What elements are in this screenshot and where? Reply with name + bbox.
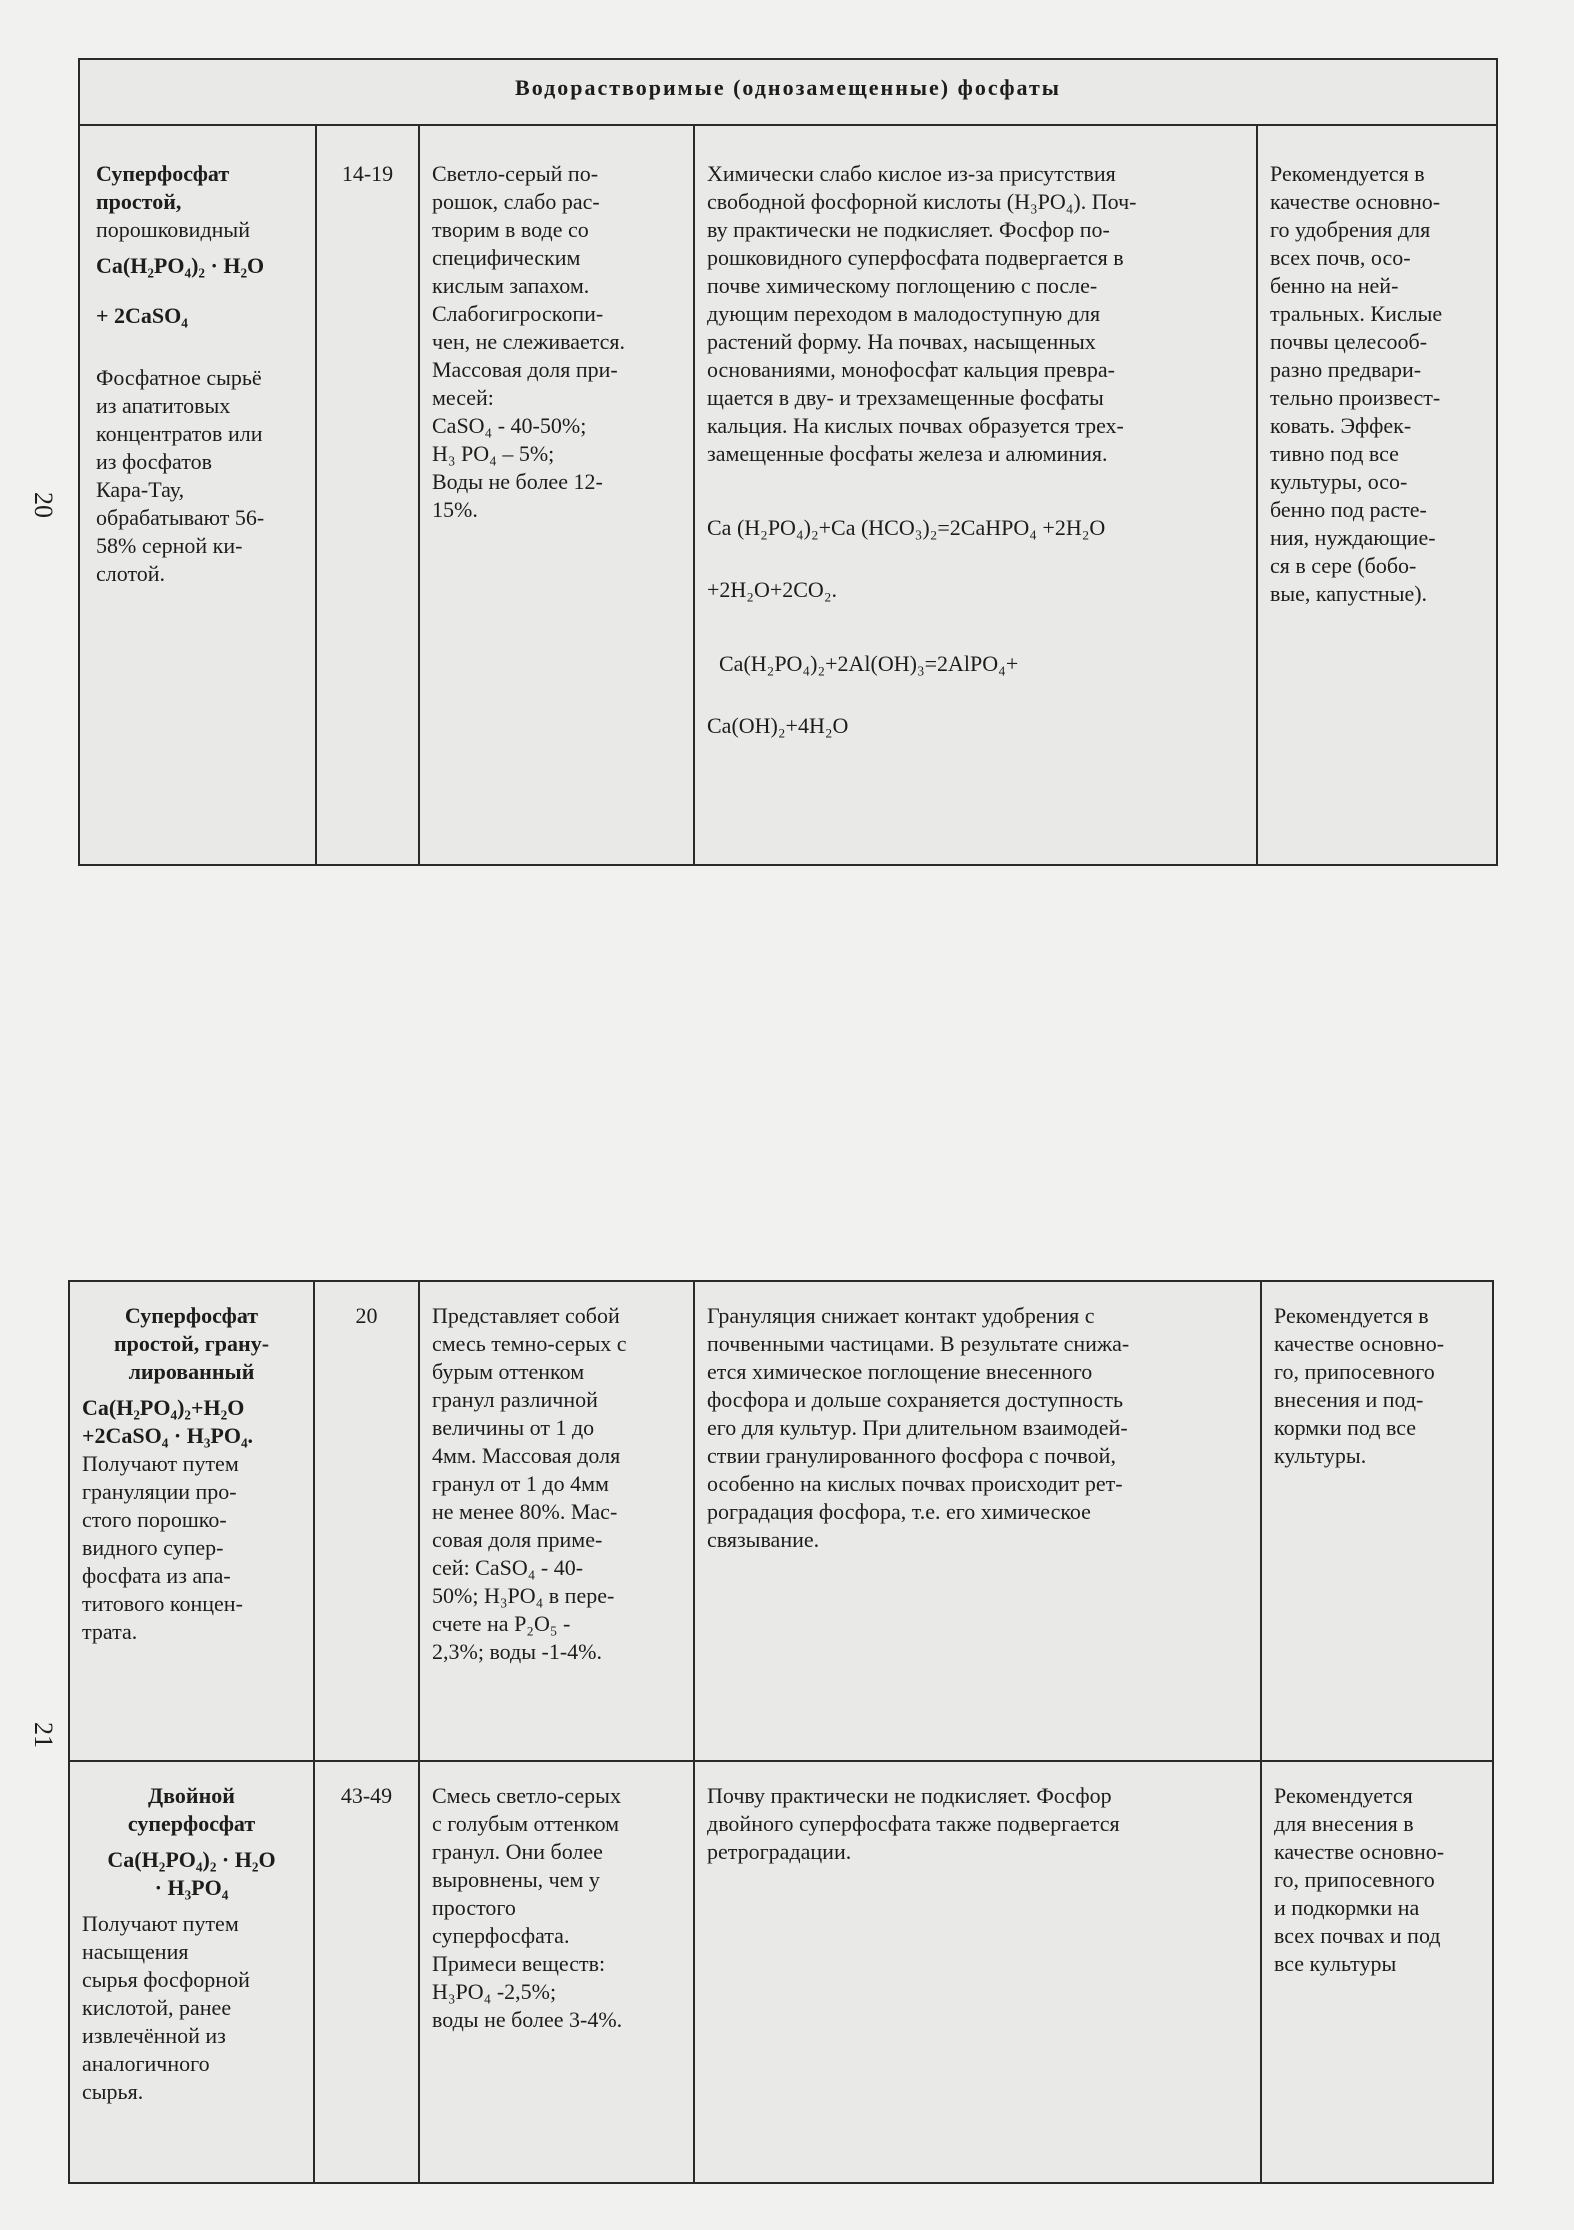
appearance-line: величины от 1 до: [432, 1415, 595, 1440]
note-line: из фосфатов: [96, 449, 212, 474]
appearance-cell: [419, 125, 694, 865]
properties-line: связывание.: [707, 1527, 820, 1552]
properties-line: двойного суперфосфата также подвергается: [707, 1811, 1120, 1836]
note-line: фосфата из апа-: [82, 1563, 231, 1588]
properties-line: его для культур. При длительном взаимодей-: [707, 1415, 1128, 1440]
application-line: качестве основно-: [1270, 189, 1441, 214]
fertilizer-title: Суперфосфат: [96, 161, 230, 186]
fertilizer-title: простой, грану-: [113, 1331, 270, 1356]
fertilizer-formula: · H₃PO₄: [154, 1875, 229, 1900]
note-line: грануляции про-: [82, 1479, 237, 1504]
properties-line: свободной фосфорной кислоты (H₃PO₄). Поч-: [707, 189, 1137, 214]
appearance-line: не менее 80%. Мас-: [432, 1499, 618, 1524]
application-line: ния, нуждающие-: [1270, 525, 1436, 550]
appearance-line: кислым запахом.: [432, 273, 590, 298]
fertilizer-title: Суперфосфат: [124, 1303, 259, 1328]
application-line: ся в сере (бобо-: [1270, 553, 1417, 578]
application-line: качестве основно-: [1274, 1331, 1445, 1356]
application-line: всех почв, осо-: [1270, 245, 1411, 270]
reaction-equation: Ca (H₂PO₄)₂+Ca (HCO₃)₂=2CaHPO₄ +2H₂O: [707, 515, 1106, 540]
nutrient-content-cell: 43-49: [314, 1761, 419, 2183]
application-cell: [1261, 1281, 1493, 1761]
table-header-row: [79, 59, 1497, 125]
fertilizer-title: Двойной: [148, 1783, 235, 1808]
properties-line: замещенные фосфаты железа и алюминия.: [707, 441, 1108, 466]
application-line: внесения и под-: [1274, 1387, 1424, 1412]
properties-cell: [694, 1281, 1261, 1761]
appearance-line: смесь темно-серых с: [432, 1331, 627, 1356]
reaction-equation: Ca(H₂PO₄)₂+2Al(OH)₃=2AlPO₄+: [719, 651, 1019, 676]
application-line: качестве основно-: [1274, 1839, 1445, 1864]
properties-line: почвенными частицами. В результате снижа-: [707, 1331, 1130, 1356]
appearance-line: рошок, слабо рас-: [432, 189, 600, 214]
properties-line: почве химическому поглощению с после-: [707, 273, 1098, 298]
note-line: стого порошко-: [82, 1507, 227, 1532]
appearance-line: специфическим: [432, 245, 581, 270]
appearance-line: творим в воде со: [432, 217, 589, 242]
note-line: Получают путем: [82, 1911, 239, 1936]
application-cell: [1261, 1761, 1493, 2183]
appearance-line: месей:: [432, 385, 494, 410]
appearance-line: бурым оттенком: [432, 1359, 585, 1384]
reaction-equation: Ca(OH)₂+4H₂O: [707, 713, 849, 738]
appearance-line: воды не более 3-4%.: [432, 2007, 623, 2032]
fertilizer-title: простой,: [96, 189, 182, 214]
note-line: Фосфатное сырьё: [96, 365, 262, 390]
properties-line: кальция. На кислых почвах образуется трех-: [707, 413, 1124, 438]
application-line: культуры.: [1274, 1443, 1367, 1468]
properties-line: ретроградации.: [707, 1839, 852, 1864]
note-line: из апатитовых: [96, 393, 231, 418]
page-number-top: 20: [29, 492, 58, 518]
properties-cell: [694, 1761, 1261, 2183]
note-line: кислотой, ранее: [82, 1995, 232, 2020]
appearance-line: H₃PO₄ -2,5%;: [432, 1979, 557, 2004]
fertilizer-name-cell: [69, 1281, 314, 1761]
properties-line: дующим переходом в малодоступную для: [707, 301, 1101, 326]
application-line: вые, капустные).: [1270, 581, 1428, 606]
table-row: [69, 1281, 1493, 1761]
note-line: 58% серной ки-: [96, 533, 243, 558]
application-line: для внесения в: [1274, 1811, 1414, 1836]
fertilizer-note: [96, 364, 303, 588]
nutrient-content-cell: 14-19: [316, 125, 419, 865]
appearance-line: CaSO₄ - 40-50%;: [432, 413, 587, 438]
nutrient-content-cell: 20: [314, 1281, 419, 1761]
note-line: обрабатывают 56-: [96, 505, 265, 530]
fertilizer-note: [82, 1450, 301, 1646]
note-line: сырья.: [82, 2079, 144, 2104]
application-line: бенно под расте-: [1270, 497, 1427, 522]
properties-line: ву практически не подкисляет. Фосфор по-: [707, 217, 1110, 242]
application-cell: [1257, 125, 1497, 865]
application-line: все культуры: [1274, 1951, 1397, 1976]
table-header: Водорастворимые (однозамещенные) фосфаты: [79, 59, 1497, 125]
appearance-line: Слабогигроскопи-: [432, 301, 604, 326]
note-line: трата.: [82, 1619, 138, 1644]
appearance-line: Светло-серый по-: [432, 161, 599, 186]
fertilizer-formula: + 2CaSO₄: [96, 303, 188, 328]
fertilizer-subtitle: порошковидный: [96, 217, 250, 242]
application-line: тивно под все: [1270, 441, 1399, 466]
properties-line: рошковидного суперфосфата подвергается в: [707, 245, 1124, 270]
appearance-line: 50%; H₃PO₄ в пере-: [432, 1583, 615, 1608]
properties-line: Грануляция снижает контакт удобрения с: [707, 1303, 1095, 1328]
note-line: слотой.: [96, 561, 166, 586]
appearance-line: Смесь светло-серых: [432, 1783, 621, 1808]
properties-line: растений форму. На почвах, насыщенных: [707, 329, 1096, 354]
application-line: Рекомендуется в: [1274, 1303, 1429, 1328]
appearance-line: гранул различной: [432, 1387, 598, 1412]
fertilizer-name-cell: [79, 125, 316, 865]
appearance-line: выровнены, чем у: [432, 1867, 600, 1892]
appearance-cell: [419, 1761, 694, 2183]
properties-line: щается в дву- и трехзамещенные фосфаты: [707, 385, 1104, 410]
application-line: го, припосевного: [1274, 1867, 1435, 1892]
note-line: Получают путем: [82, 1451, 239, 1476]
appearance-line: Примеси веществ:: [432, 1951, 606, 1976]
application-line: разно предвари-: [1270, 357, 1422, 382]
appearance-line: суперфосфата.: [432, 1923, 570, 1948]
appearance-line: Воды не более 12-: [432, 469, 603, 494]
fertilizer-title: лированный: [128, 1359, 255, 1384]
reaction-equation: +2H₂O+2CO₂.: [707, 577, 837, 602]
table-row: [69, 1761, 1493, 2183]
properties-line: ется химическое поглощение внесенного: [707, 1359, 1093, 1384]
note-line: насыщения: [82, 1939, 189, 1964]
page-number-bottom: 21: [29, 1722, 58, 1748]
appearance-line: совая доля приме-: [432, 1527, 603, 1552]
fertilizer-formula: Ca(H₂PO₄)₂ · H₂O: [96, 253, 265, 278]
application-line: Рекомендуется в: [1270, 161, 1425, 186]
table-row: [79, 125, 1497, 865]
note-line: видного супер-: [82, 1535, 224, 1560]
fertilizer-formula: Ca(H₂PO₄)₂+H₂O: [82, 1395, 245, 1420]
application-line: всех почвах и под: [1274, 1923, 1441, 1948]
application-line: Рекомендуется: [1274, 1783, 1413, 1808]
note-line: сырья фосфорной: [82, 1967, 250, 1992]
note-line: аналогичного: [82, 2051, 210, 2076]
appearance-line: 4мм. Массовая доля: [432, 1443, 621, 1468]
application-line: го, припосевного: [1274, 1359, 1435, 1384]
note-line: концентратов или: [96, 421, 263, 446]
appearance-line: H₃ PO₄ – 5%;: [432, 441, 555, 466]
application-line: тральных. Кислые: [1270, 301, 1443, 326]
table-water-soluble-phosphates: [78, 58, 1498, 866]
appearance-line: 15%.: [432, 497, 478, 522]
application-line: го удобрения для: [1270, 217, 1431, 242]
table-superphosphates: [68, 1280, 1494, 2184]
fertilizer-title: суперфосфат: [127, 1811, 256, 1836]
fertilizer-formula: Ca(H₂PO₄)₂ · H₂O: [107, 1847, 276, 1872]
note-line: Кара-Тау,: [96, 477, 185, 502]
appearance-line: 2,3%; воды -1-4%.: [432, 1639, 602, 1664]
properties-line: Химически слабо кислое из-за присутствия: [707, 161, 1116, 186]
fertilizer-name-cell: [69, 1761, 314, 2183]
application-line: кормки под все: [1274, 1415, 1417, 1440]
fertilizer-note: [82, 1910, 301, 2106]
appearance-line: Массовая доля при-: [432, 357, 618, 382]
appearance-line: сей: CaSO₄ - 40-: [432, 1555, 584, 1580]
application-line: культуры, осо-: [1270, 469, 1408, 494]
application-line: бенно на ней-: [1270, 273, 1399, 298]
note-line: титового концен-: [82, 1591, 243, 1616]
appearance-line: простого: [432, 1895, 516, 1920]
note-line: извлечённой из: [82, 2023, 226, 2048]
appearance-line: счете на P₂O₅ -: [432, 1611, 571, 1636]
application-line: почвы целесооб-: [1270, 329, 1428, 354]
properties-line: ствии гранулированного фосфора с почвой,: [707, 1443, 1116, 1468]
appearance-line: гранул от 1 до 4мм: [432, 1471, 609, 1496]
application-line: тельно произвест-: [1270, 385, 1441, 410]
properties-line: фосфора и дольше сохраняется доступность: [707, 1387, 1123, 1412]
application-line: и подкормки на: [1274, 1895, 1420, 1920]
appearance-line: чен, не слеживается.: [432, 329, 626, 354]
properties-line: Почву практически не подкисляет. Фосфор: [707, 1783, 1112, 1808]
appearance-line: Представляет собой: [432, 1303, 620, 1328]
properties-line: роградация фосфора, т.е. его химическое: [707, 1499, 1091, 1524]
properties-cell: [694, 125, 1257, 865]
fertilizer-formula: +2CaSO₄ · H₃PO₄.: [82, 1423, 254, 1448]
appearance-line: с голубым оттенком: [432, 1811, 620, 1836]
properties-line: особенно на кислых почвах происходит рет-: [707, 1471, 1123, 1496]
application-line: ковать. Эффек-: [1270, 413, 1412, 438]
appearance-line: гранул. Они более: [432, 1839, 603, 1864]
properties-line: основаниями, монофосфат кальция превра-: [707, 357, 1115, 382]
appearance-cell: [419, 1281, 694, 1761]
